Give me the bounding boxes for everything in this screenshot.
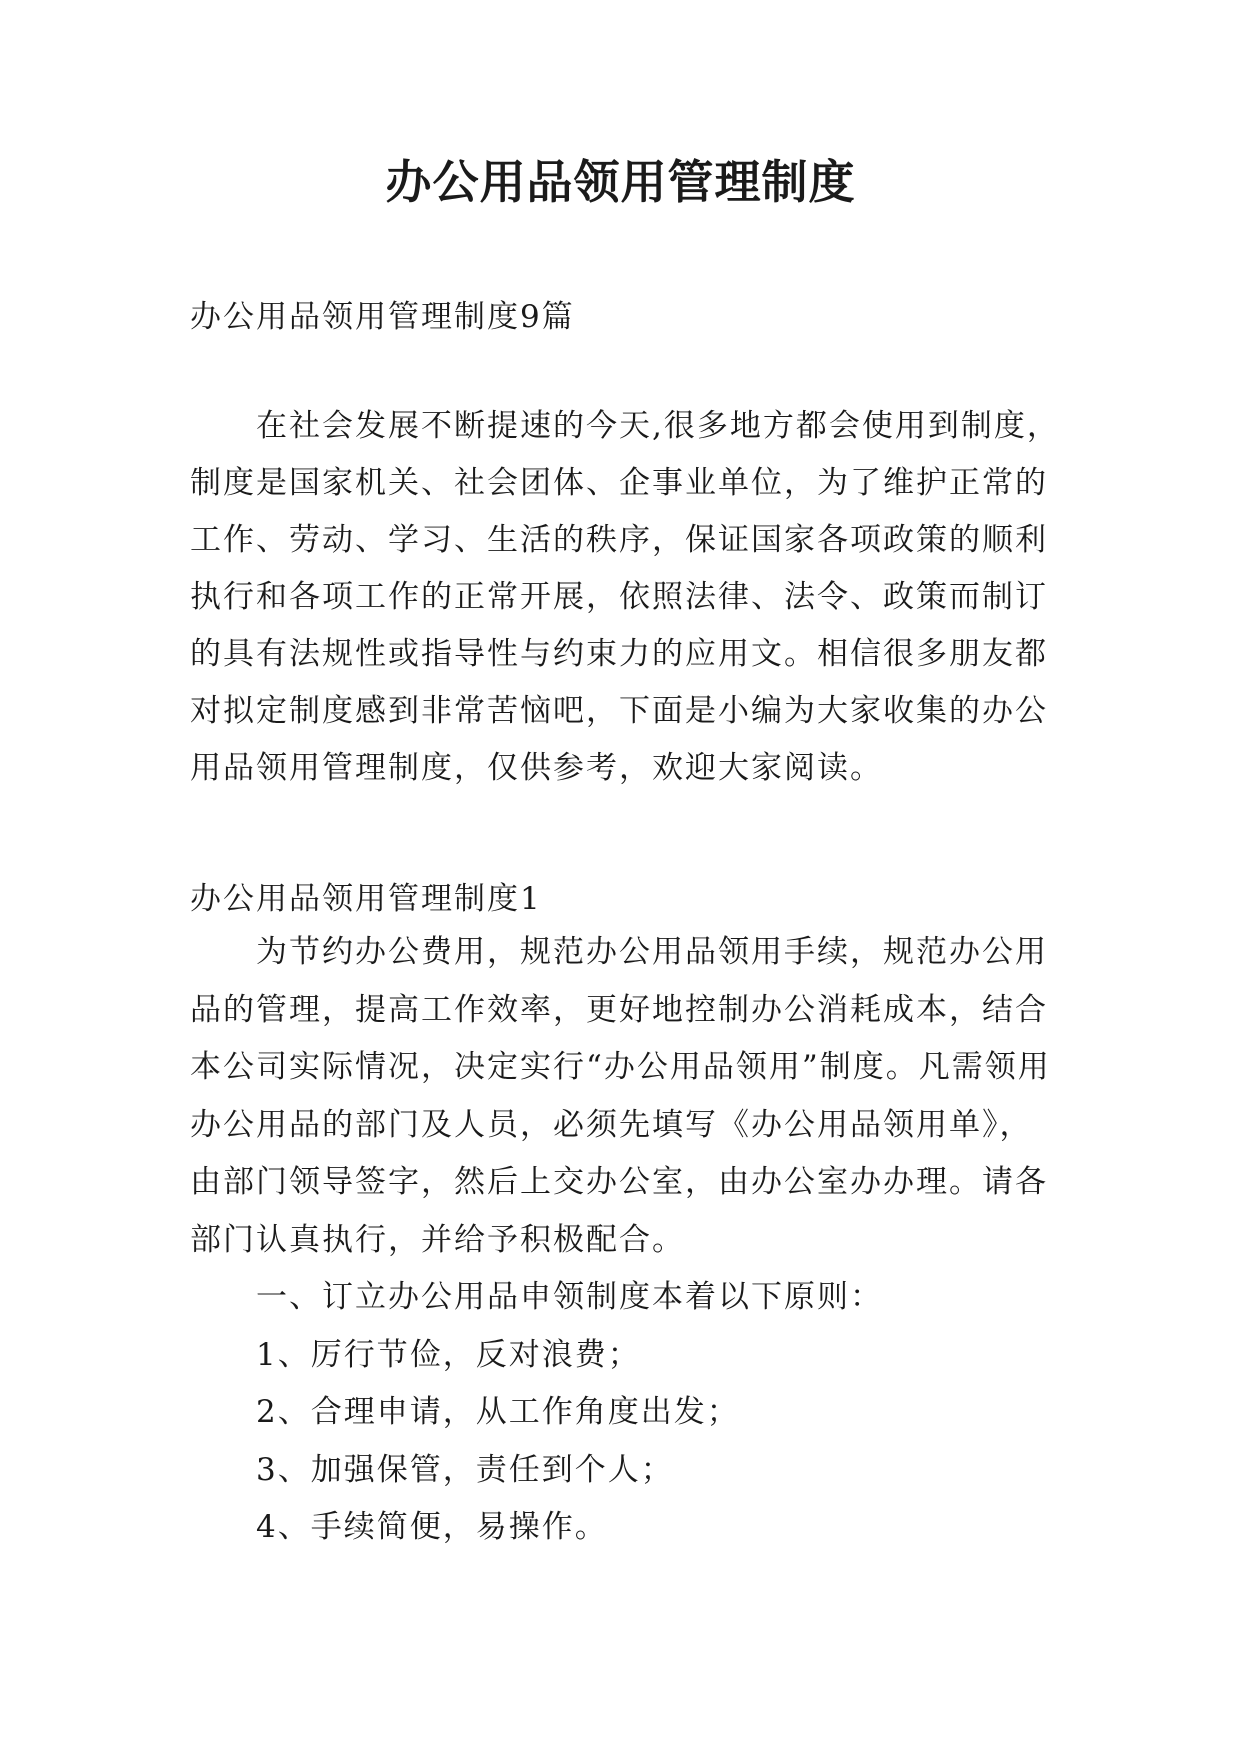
section-body (190, 924, 1060, 1557)
document-subtitle: 办公用品领用管理制度9篇 (190, 299, 575, 335)
section-heading: 办公用品领用管理制度1 (190, 881, 542, 917)
principles-heading: 一、订立办公用品申领制度本着以下原则： (256, 1279, 883, 1315)
principle-item: 4、手续简便，易操作。 (256, 1509, 608, 1545)
section-paragraph: 为节约办公费用，规范办公用品领用手续，规范办公用品的管理，提高工作效率，更好地控制办公消耗成本，结合本公司实际情况，决定实行“办公用品领用”制度。凡需领用办公用品的部门及人员，必须先填写《办公用品领用单》，由部门领导签字，然后上交办公室，由办公室办办理。请各部门认真执行，并给予积极配合。 (190, 934, 1051, 1258)
principle-item: 3、加强保管，责任到个人； (256, 1451, 674, 1488)
document-title: 办公用品领用管理制度 (385, 155, 856, 209)
intro-paragraph: 在社会发展不断提速的今天,很多地方都会使用到制度，制度是国家机关、社会团体、企事业单位，为了维护正常的工作、劳动、学习、生活的秩序，保证国家各项政策的顺利执行和各项工作的正常开展，依照法律、法令、政策而制订的具有法规性或指导性与约束力的应用文。相信很多朋友都对拟定制度感到非常苦恼吧，下面是小编为大家收集的办公用品领用管理制度，仅供参考，欢迎大家阅读。 (190, 408, 1060, 786)
principle-item: 2、合理申请，从工作角度出发； (256, 1394, 740, 1430)
principle-item: 1、厉行节俭，反对浪费； (256, 1336, 641, 1373)
